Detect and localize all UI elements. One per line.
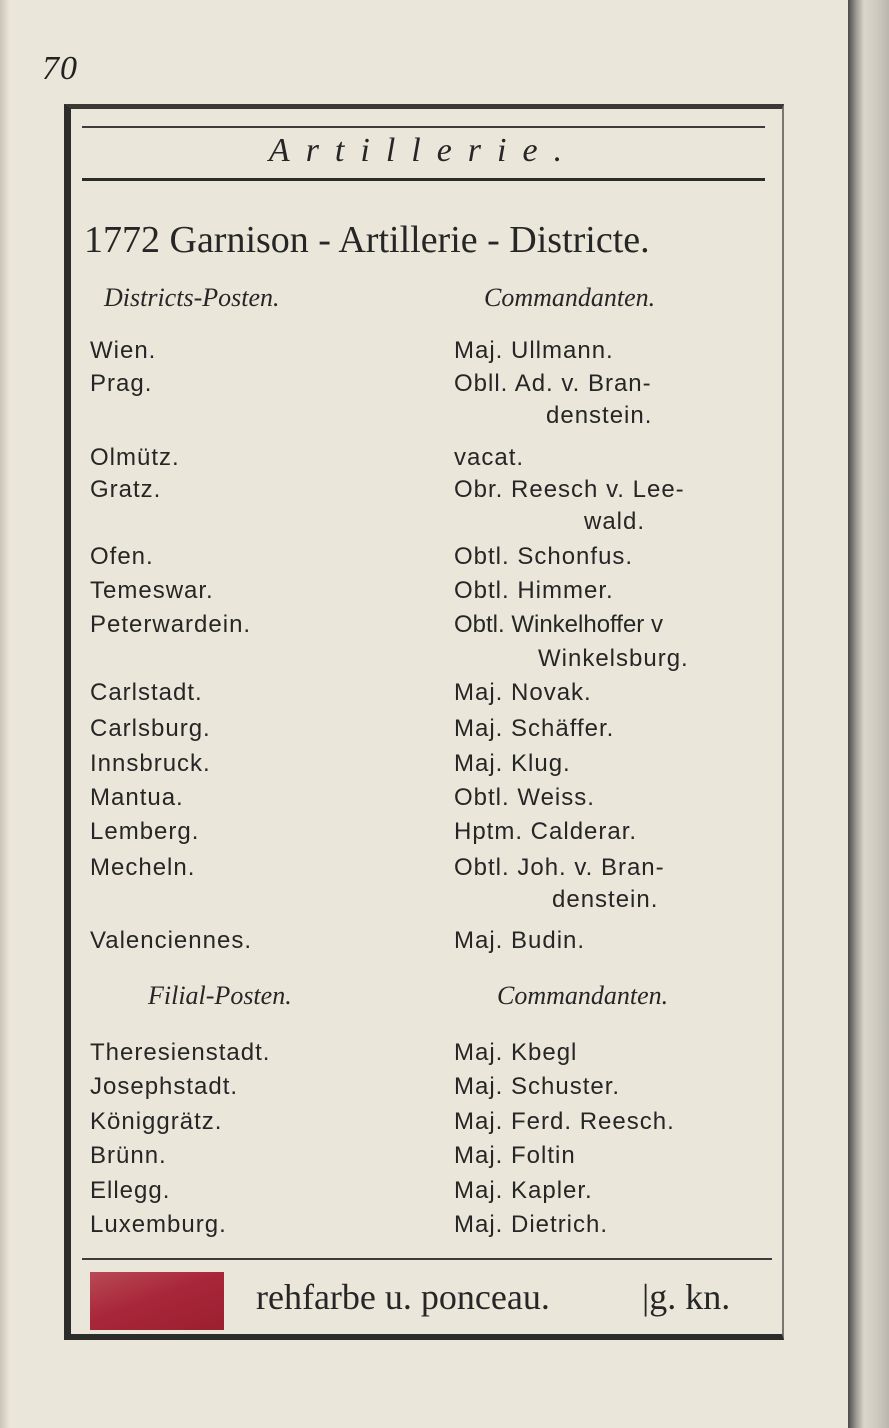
district-place: Carlsburg. <box>90 715 211 742</box>
uniform-color-text: rehfarbe u. ponceau. <box>256 1277 550 1317</box>
adjacent-page-edge <box>848 0 889 1428</box>
filial-commandant: Maj. Schuster. <box>454 1073 621 1100</box>
district-commandant: Obtl. Joh. v. Bran- <box>454 854 665 881</box>
district-commandant: Maj. Schäffer. <box>454 715 615 742</box>
district-commandant: vacat. <box>454 444 525 471</box>
district-place: Lemberg. <box>90 818 200 845</box>
filial-place: Luxemburg. <box>90 1211 227 1238</box>
filial-commandant: Maj. Ferd. Reesch. <box>454 1108 675 1135</box>
district-commandant: Obtl. Schonfus. <box>454 543 634 570</box>
filial-place: Josephstadt. <box>90 1073 239 1100</box>
district-place: Valenciennes. <box>90 927 252 954</box>
button-abbreviation: |g. kn. <box>642 1277 731 1317</box>
column-header-filial-commandants: Commandanten. <box>497 981 669 1010</box>
color-swatch <box>90 1272 224 1330</box>
column-header-filial-posts: Filial-Posten. <box>148 981 292 1010</box>
district-commandant: Obll. Ad. v. Bran- <box>454 370 652 397</box>
district-commandant: Obtl. Himmer. <box>454 577 614 604</box>
district-place: Mantua. <box>90 784 184 811</box>
district-commandant: Maj. Budin. <box>454 927 586 954</box>
district-commandant-continuation: Winkelsburg. <box>538 645 689 672</box>
district-place: Mecheln. <box>90 854 196 881</box>
district-place: Wien. <box>90 337 157 364</box>
district-commandant: Maj. Ullmann. <box>454 337 614 364</box>
district-commandant: Maj. Klug. <box>454 750 571 777</box>
district-commandant-continuation: wald. <box>584 508 646 535</box>
district-place: Prag. <box>90 370 153 397</box>
table-heading: 1772 Garnison - Artillerie - Districte. <box>84 219 650 261</box>
uniform-color-footer <box>82 1268 782 1338</box>
filial-commandant: Maj. Dietrich. <box>454 1211 609 1238</box>
title-rule <box>82 178 765 181</box>
district-place: Innsbruck. <box>90 750 211 777</box>
district-commandant: Obtl. Winkelhoffer v <box>454 611 663 638</box>
filial-commandant: Maj. Foltin <box>454 1142 576 1169</box>
filial-place: Königgrätz. <box>90 1108 223 1135</box>
district-commandant: Obtl. Weiss. <box>454 784 595 811</box>
district-commandant-continuation: denstein. <box>546 402 653 429</box>
district-commandant-continuation: denstein. <box>552 886 659 913</box>
filial-commandant: Maj. Kapler. <box>454 1177 593 1204</box>
page-gutter-shadow <box>0 0 10 1428</box>
district-place: Ofen. <box>90 543 154 570</box>
district-place: Olmütz. <box>90 444 180 471</box>
column-header-districts: Districts-Posten. <box>104 283 280 312</box>
district-place: Gratz. <box>90 476 162 503</box>
district-commandant: Hptm. Calderar. <box>454 818 638 845</box>
district-place: Temeswar. <box>90 577 214 604</box>
filial-place: Theresienstadt. <box>90 1039 271 1066</box>
page-number: 70 <box>42 50 78 87</box>
column-header-commandants: Commandanten. <box>484 283 656 312</box>
section-title: Artillerie. <box>268 132 579 169</box>
district-place: Carlstadt. <box>90 679 203 706</box>
district-place: Peterwardein. <box>90 611 252 638</box>
district-commandant: Maj. Novak. <box>454 679 592 706</box>
district-commandant: Obr. Reesch v. Lee- <box>454 476 685 503</box>
bottom-rule <box>82 1258 772 1260</box>
filial-place: Ellegg. <box>90 1177 171 1204</box>
filial-place: Brünn. <box>90 1142 167 1169</box>
filial-commandant: Maj. Kbegl <box>454 1039 578 1066</box>
